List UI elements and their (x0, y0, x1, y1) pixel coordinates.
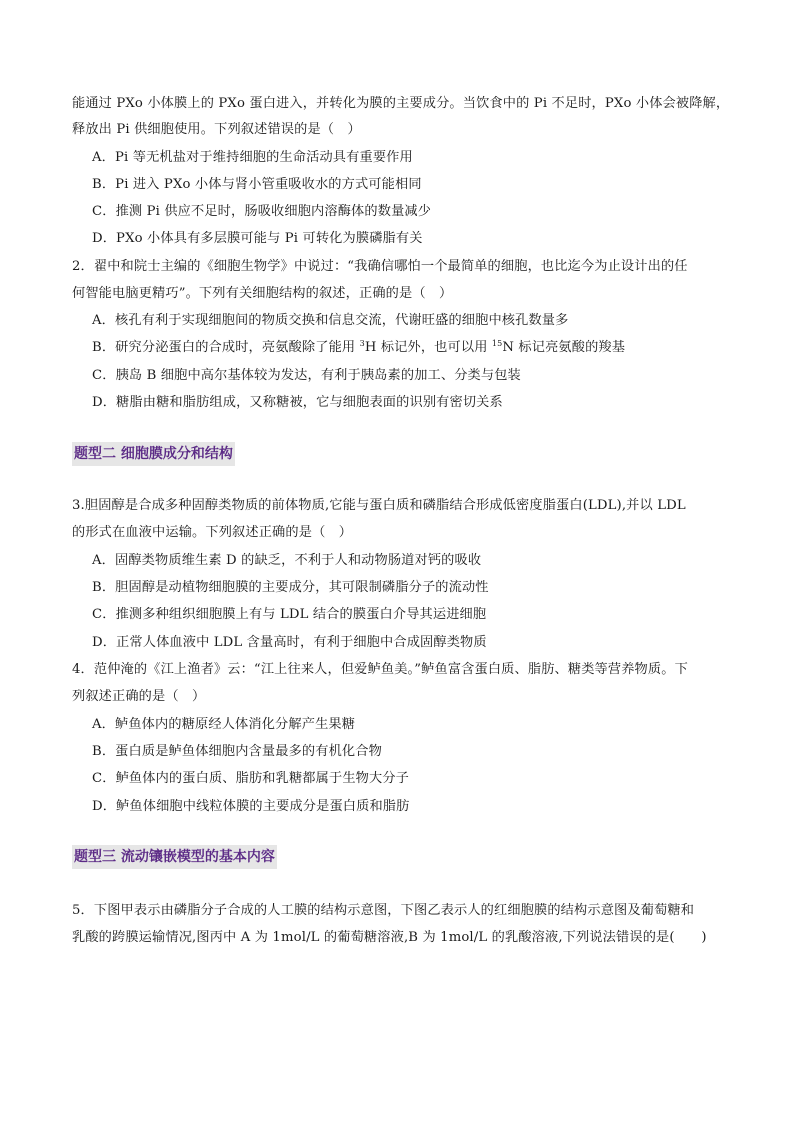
q3-stem-line-2: 的形式在血液中运输。下列叙述正确的是（ ） (72, 525, 353, 540)
q4-option-a: A．鲈鱼体内的糖原经人体消化分解产生果糖 (92, 717, 356, 732)
q3-option-b: B．胆固醇是动植物细胞膜的主要成分，其可限制磷脂分子的流动性 (92, 580, 489, 595)
q3-stem-line-1: 3.胆固醇是合成多种固醇类物质的前体物质,它能与蛋白质和磷脂结合形成低密度脂蛋白(LDL),并以 LDL (72, 498, 686, 513)
q5-stem-line-1: 5．下图甲表示由磷脂分子合成的人工膜的结构示意图，下图乙表示人的红细胞膜的结构示意图及葡萄糖和 (72, 903, 695, 918)
q1-option-d: D．PXo 小体具有多层膜可能与 Pi 可转化为膜磷脂有关 (92, 231, 423, 246)
section-heading-3: 题型三 流动镶嵌模型的基本内容 (72, 845, 277, 869)
q4-stem-line-2: 列叙述正确的是（ ） (72, 689, 206, 704)
q2-stem-line-2: 何智能电脑更精巧”。下列有关细胞结构的叙述，正确的是（ ） (72, 286, 453, 301)
q4-option-c: C．鲈鱼体内的蛋白质、脂肪和乳糖都属于生物大分子 (92, 771, 410, 786)
q3-option-d: D．正常人体血液中 LDL 含量高时，有利于细胞中合成固醇类物质 (92, 635, 487, 650)
q4-option-d: D．鲈鱼体细胞中线粒体膜的主要成分是蛋白质和脂肪 (92, 799, 410, 814)
q2-option-c: C．胰岛 B 细胞中高尔基体较为发达，有利于胰岛素的加工、分类与包装 (92, 368, 521, 383)
intro-line-2: 释放出 Pi 供细胞使用。下列叙述错误的是（ ） (72, 122, 361, 137)
q2-option-d: D．糖脂由糖和脂肪组成，又称糖被，它与细胞表面的识别有密切关系 (92, 395, 503, 410)
q2-option-b (92, 339, 625, 357)
intro-line-1: 能通过 PXo 小体膜上的 PXo 蛋白进入，并转化为膜的主要成分。当饮食中的 Pi 不足时，PXo 小体会被降解， (72, 96, 730, 111)
q4-option-b: B．蛋白质是鲈鱼体细胞内含量最多的有机化合物 (92, 744, 382, 759)
section-heading-2: 题型二 细胞膜成分和结构 (72, 442, 235, 466)
q1-option-a: A．Pi 等无机盐对于维持细胞的生命活动具有重要作用 (92, 150, 413, 165)
q1-option-b: B．Pi 进入 PXo 小体与肾小管重吸收水的方式可能相同 (92, 177, 422, 192)
isotope-sup-3: 3 (359, 339, 365, 348)
q2-option-b-post: N 标记亮氨酸的羧基 (502, 340, 626, 355)
q2-option-b-mid: H 标记外，也可以用 (364, 340, 492, 355)
q3-option-c: C．推测多种组织细胞膜上有与 LDL 结合的膜蛋白介导其运进细胞 (92, 607, 487, 622)
isotope-sup-15: 15 (491, 339, 503, 348)
q3-option-a: A．固醇类物质维生素 D 的缺乏，不利于人和动物肠道对钙的吸收 (92, 553, 482, 568)
q4-stem-line-1: 4．范仲淹的《江上渔者》云：“江上往来人，但爱鲈鱼美。”鲈鱼富含蛋白质、脂肪、糖类等营养物质。下 (72, 662, 688, 677)
q2-stem-line-1: 2．翟中和院士主编的《细胞生物学》中说过：“我确信哪怕一个最简单的细胞，也比迄今为止设计出的任 (72, 259, 688, 274)
q2-option-b-pre: B．研究分泌蛋白的合成时，亮氨酸除了能用 (92, 340, 360, 355)
q2-option-a: A．核孔有利于实现细胞间的物质交换和信息交流，代谢旺盛的细胞中核孔数量多 (92, 313, 569, 328)
q5-stem-line-2: 乳酸的跨膜运输情况,图丙中 A 为 1mol/L 的葡萄糖溶液,B 为 1mol/L 的乳酸溶液,下列说法错误的是( ) (72, 930, 707, 945)
q1-option-c: C．推测 Pi 供应不足时，肠吸收细胞内溶酶体的数量减少 (92, 204, 432, 219)
